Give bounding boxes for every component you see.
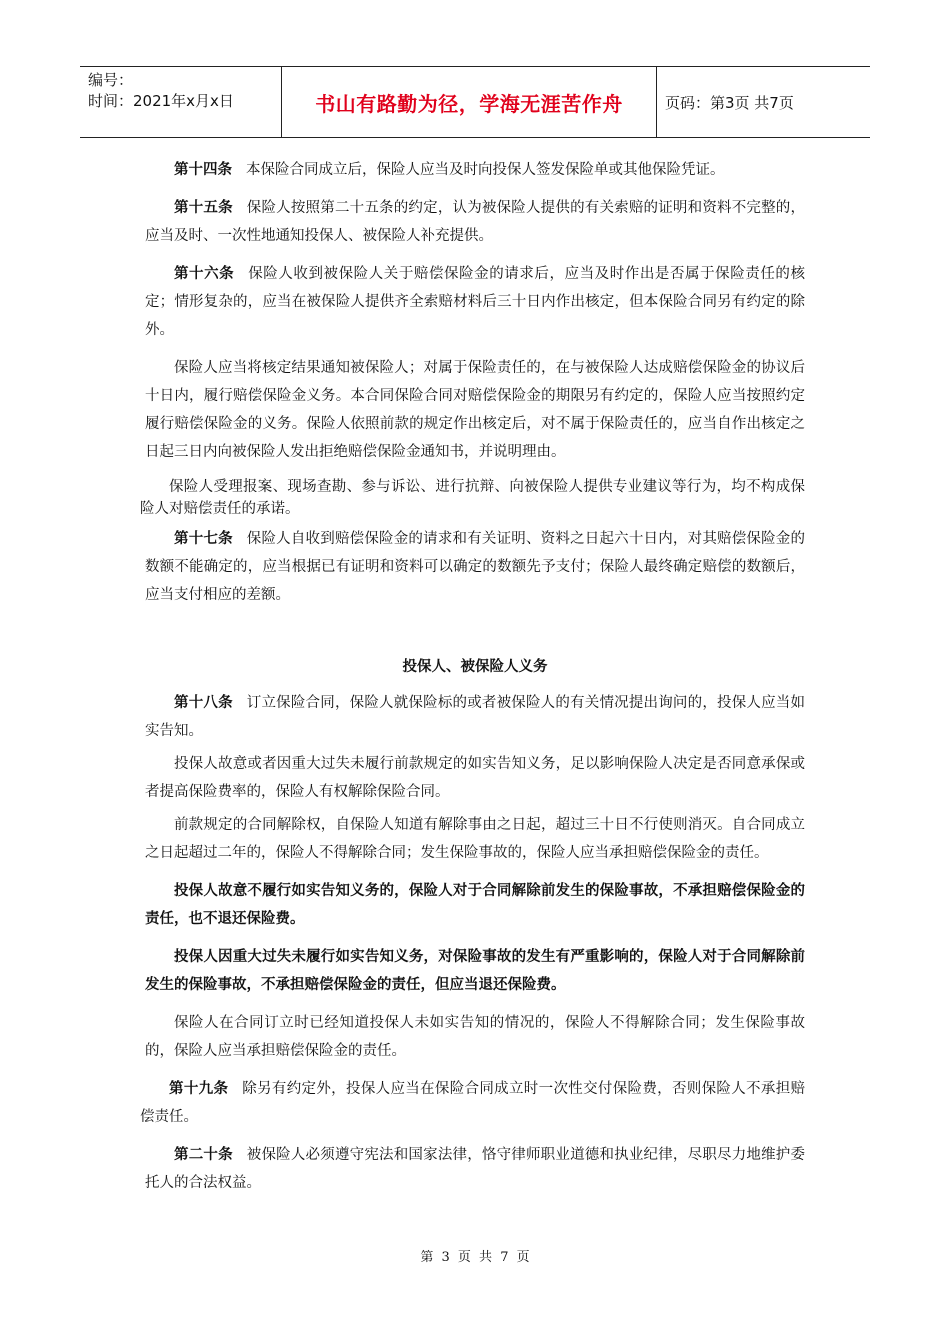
article-14 bbox=[145, 156, 805, 184]
document-body bbox=[140, 156, 806, 1197]
article-text: 保险人收到被保险人关于赔偿保险金的请求后，应当及时作出是否属于保险责任的核定；情形复杂的，应当在被保险人提供齐全索赔材料后三十日内作出核定，但本保险合同另有约定的除外。 bbox=[145, 266, 805, 338]
article-18-paragraph-3: 前款规定的合同解除权，自保险人知道有解除事由之日起，超过三十日不行使则消灭。自合同成立之日起超过二年的，保险人不得解除合同；发生保险事故的，保险人应当承担赔偿保险金的责任。 bbox=[145, 817, 805, 861]
article-title: 第十九条 bbox=[169, 1081, 229, 1097]
article-15 bbox=[145, 194, 805, 250]
article-text: 保险人按照第二十五条的约定，认为被保险人提供的有关索赔的证明和资料不完整的，应当及时、一次性地通知投保人、被保险人补充提供。 bbox=[145, 200, 805, 244]
article-title: 第十四条 bbox=[174, 162, 232, 178]
article-text: 被保险人必须遵守宪法和国家法律，恪守律师职业道德和执业纪律，尽职尽力地维护委托人的合法权益。 bbox=[145, 1147, 805, 1191]
article-title: 第十六条 bbox=[174, 266, 235, 282]
article-title: 第二十条 bbox=[174, 1147, 233, 1163]
header-meta bbox=[80, 67, 282, 137]
page-header bbox=[80, 66, 870, 138]
article-text: 本保险合同成立后，保险人应当及时向投保人签发保险单或其他保险凭证。 bbox=[246, 162, 725, 178]
article-title: 第十八条 bbox=[174, 695, 233, 711]
article-18-paragraph-5: 投保人因重大过失未履行如实告知义务，对保险事故的发生有严重影响的，保险人对于合同解除前发生的保险事故，不承担赔偿保险金的责任，但应当退还保险费。 bbox=[145, 949, 805, 993]
article-title: 第十五条 bbox=[174, 200, 233, 216]
article-text: 除另有约定外，投保人应当在保险合同成立时一次性交付保险费，否则保险人不承担赔偿责任。 bbox=[140, 1081, 806, 1125]
article-16-paragraph-2: 保险人应当将核定结果通知被保险人；对属于保险责任的，在与被保险人达成赔偿保险金的协议后十日内，履行赔偿保险金义务。本合同保险合同对赔偿保险金的期限另有约定的，保险人应当按照约定履行赔偿保险金的义务。保险人依照前款的规定作出核定后，对不属于保险责任的，应当自作出核定之日起三日内向被保险人发出拒绝赔偿保险金通知书，并说明理由。 bbox=[145, 360, 805, 460]
section-title: 投保人、被保险人义务 bbox=[402, 659, 548, 675]
article-20 bbox=[145, 1141, 805, 1197]
article-title: 第十七条 bbox=[174, 531, 233, 547]
article-18-paragraph-6: 保险人在合同订立时已经知道投保人未如实告知的情况的，保险人不得解除合同；发生保险事故的，保险人应当承担赔偿保险金的责任。 bbox=[145, 1015, 805, 1059]
article-17 bbox=[145, 525, 805, 609]
document-date: 时间：2021年x月x日 bbox=[88, 92, 234, 110]
article-18-paragraph-2: 投保人故意或者因重大过失未履行前款规定的如实告知义务，足以影响保险人决定是否同意承保或者提高保险费率的，保险人有权解除保险合同。 bbox=[145, 756, 805, 800]
document-number: 编号： bbox=[88, 71, 134, 89]
article-16 bbox=[145, 260, 805, 344]
article-19 bbox=[140, 1075, 805, 1131]
article-text: 保险人自收到赔偿保险金的请求和有关证明、资料之日起六十日内，对其赔偿保险金的数额不能确定的，应当根据已有证明和资料可以确定的数额先予支付；保险人最终确定赔偿的数额后，应当支付相应的差额。 bbox=[145, 531, 805, 603]
header-page-number: 页码：第3页 共7页 bbox=[665, 93, 794, 112]
page-footer: 第 3 页 共 7 页 bbox=[420, 1250, 530, 1265]
article-18 bbox=[145, 689, 805, 745]
article-text: 订立保险合同，保险人就保险标的或者被保险人的有关情况提出询问的，投保人应当如实告知。 bbox=[145, 695, 805, 739]
article-16-paragraph-3: 保险人受理报案、现场查勘、参与诉讼、进行抗辩、向被保险人提供专业建议等行为，均不构成保险人对赔偿责任的承诺。 bbox=[140, 479, 805, 517]
header-motto: 书山有路勤为径，学海无涯苦作舟 bbox=[282, 67, 657, 137]
article-18-paragraph-4: 投保人故意不履行如实告知义务的，保险人对于合同解除前发生的保险事故，不承担赔偿保险金的责任，也不退还保险费。 bbox=[145, 883, 805, 927]
